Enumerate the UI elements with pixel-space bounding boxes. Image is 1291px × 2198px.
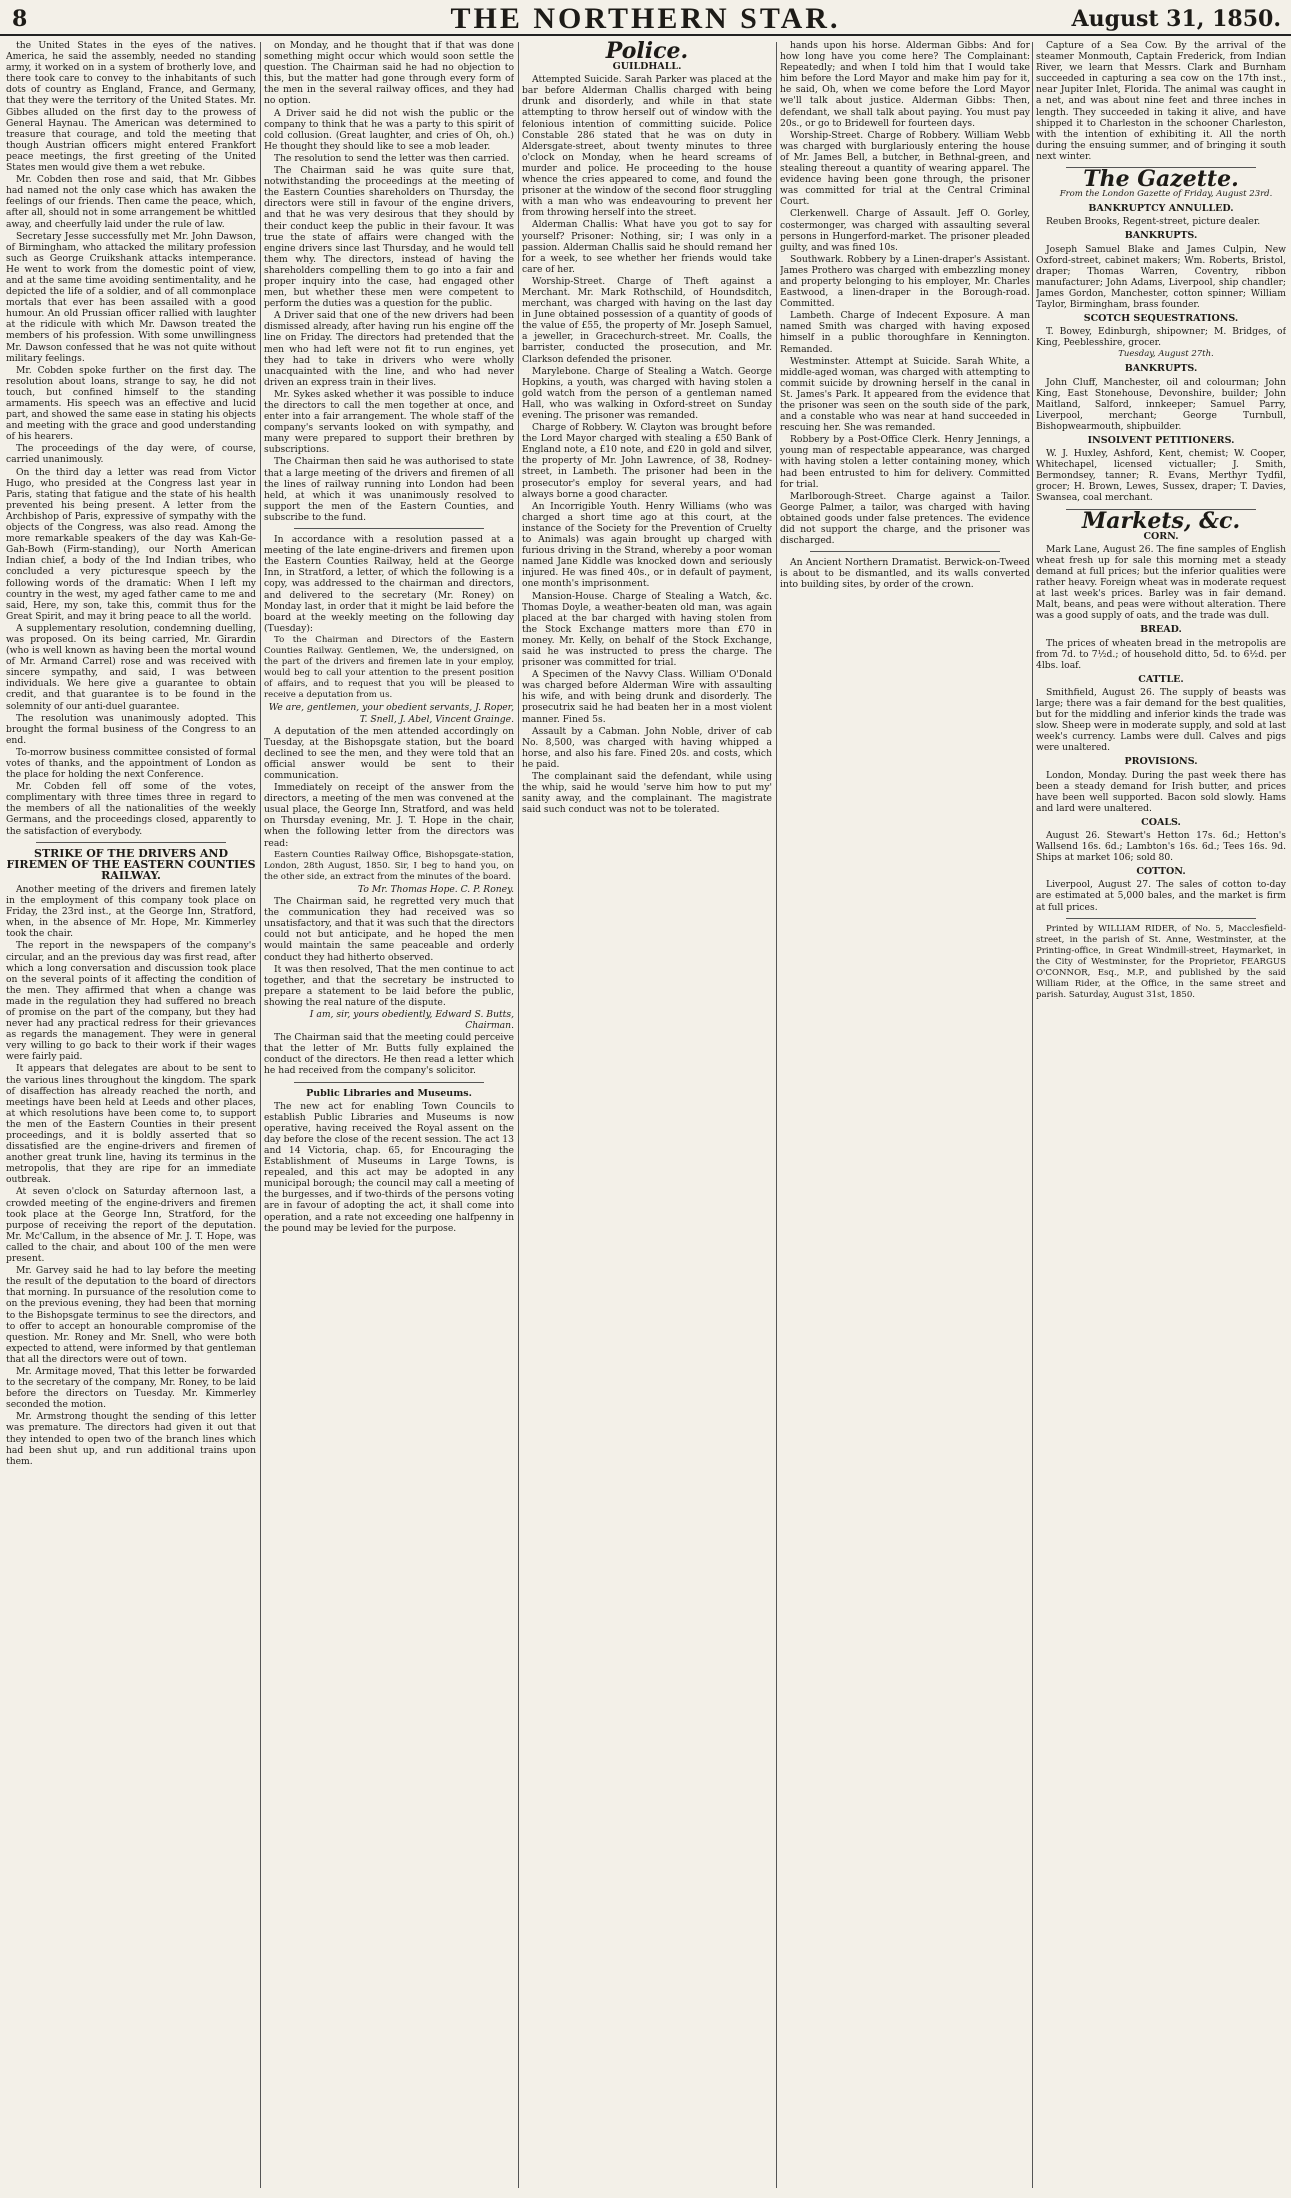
article-paragraph: A Specimen of the Navvy Class. William O'Donald was charged before Alderman Wire with assaulting his wife, and with being drunk and disorderly. The prosecutrix said he had beaten her in a most violent manner. Fined 5s. xyxy=(522,669,772,725)
article-paragraph: The resolution was unanimously adopted. This brought the formal business of the Congress to an end. xyxy=(6,712,256,746)
article-paragraph: Assault by a Cabman. John Noble, driver of cab No. 8,500, was charged with having whipped a horse, and also his fare. Fined 20s. and costs, which he paid. xyxy=(522,725,772,770)
article-paragraph: Mansion-House. Charge of Stealing a Watch, &c. Thomas Doyle, a weather-beaten old man, was again placed at the bar charged with having stolen from the Stock Exchange matters more than £70 in money. Mr. Kelly, on behalf of the Stock Exchange, said he was instructed to press the charge. The prisoner was committed for trial. xyxy=(522,590,772,669)
section-divider xyxy=(294,1082,484,1083)
subheading: PROVISIONS. xyxy=(1124,756,1198,768)
list-text: W. J. Huxley, Ashford, Kent, chemist; W. Cooper, Whitechapel, licensed victualler; J. Smith, Bermondsey, tanner; R. Evans, Merthyr Tydfil, grocer; H. Brown, Lewes, Sussex, draper; T. Davies, Swansea, coal merchant. xyxy=(1036,448,1286,504)
article-paragraph: The Chairman then said he was authorised to state that a large meeting of the drivers and firemen of all the lines of railway running into London had been held, at which it was unanimously resolved to support the men of the Eastern Counties, and subscribe to the fund. xyxy=(264,456,514,523)
headline-libraries: Public Libraries and Museums. xyxy=(306,1087,472,1099)
masthead xyxy=(0,0,1291,36)
article-paragraph: the United States in the eyes of the natives. America, he said the assembly, needed no standing army, it worked on in a system of brotherly love, and there took care to convey to the inhabitants of such dots of country as England, France, and Germany, that they were the territory of the United States. Mr. Gibbes alluded on the first day to the prowess of General Haynau. The American was determined to treasure that courage, and told the meeting that though Austrian officers might entered Frankfort peace meetings, the first greeting of the United States men would give them a wet rebuke. xyxy=(6,40,256,174)
article-paragraph: Mr. Garvey said he had to lay before the meeting the result of the deputation to the board of directors that morning. In pursuance of the resolution come to on the previous evening, they had been that morning to the Bishopsgate terminus to see the directors, and to offer to accept an honourable compromise of the question. Mr. Roney and Mr. Snell, who were both expected to attend, were informed by that gentleman that all the directors were out of town. xyxy=(6,1265,256,1365)
article-paragraph: The complainant said the defendant, while using the whip, said he would 'serve him how to put my' sanity away, and the complainant. The magistrate said such conduct was not to be tolerated. xyxy=(522,771,772,816)
article-paragraph: Immediately on receipt of the answer from the directors, a meeting of the men was convened at the usual place, the George Inn, Stratford, and was held on Thursday evening, Mr. J. T. Hope in the chair, when the following letter from the directors was read: xyxy=(264,782,514,849)
section-divider xyxy=(810,551,1000,552)
gazette-source: From the London Gazette of Friday, August 23rd. xyxy=(1059,189,1273,200)
market-report: Liverpool, August 27. The sales of cotton to-day are estimated at 5,000 bales, and the market is firm at full prices. xyxy=(1036,879,1286,913)
letter-signature: To Mr. Thomas Hope. C. P. Roney. xyxy=(358,883,514,895)
court-name: GUILDHALL. xyxy=(612,61,682,73)
market-report: The prices of wheaten bread in the metropolis are from 7d. to 7½d.; of household ditto, 5d. to 6½d. per 4lbs. loaf. xyxy=(1036,637,1286,671)
column-4 xyxy=(780,40,1030,2190)
article-paragraph: An Ancient Northern Dramatist. Berwick-on-Tweed is about to be dismantled, and its walls converted into building sites, by order of the crown. xyxy=(780,557,1030,591)
letter-text: To the Chairman and Directors of the Eastern Counties Railway. Gentlemen, We, the undersigned, on the part of the drivers and firemen late in your employ, would beg to call your attention to the present position of affairs, and to request that you will be pleased to receive a deputation from us. xyxy=(264,634,514,701)
article-paragraph: Marlborough-Street. Charge against a Tailor. George Palmer, a tailor, was charged with having obtained goods under false pretences. The evidence did not support the charge, and the prisoner was discharged. xyxy=(780,490,1030,547)
subheading: INSOLVENT PETITIONERS. xyxy=(1087,435,1235,446)
article-paragraph: Westminster. Attempt at Suicide. Sarah White, a middle-aged woman, was charged with attempting to commit suicide by drowning herself in the canal in St. James's Park. It appeared from the evidence that the prisoner was seen on the south side of the park, and a constable who was near at hand succeeded in rescuing her. She was remanded. xyxy=(780,355,1030,434)
headline-strike: STRIKE OF THE DRIVERS AND FIREMEN OF THE EASTERN COUNTIES RAILWAY. xyxy=(6,846,256,882)
section-divider xyxy=(36,842,226,843)
column-2 xyxy=(264,40,514,2190)
article-paragraph: In accordance with a resolution passed at a meeting of the late engine-drivers and firemen upon the Eastern Counties Railway, held at the George Inn, in Stratford, a letter, of which the following is a copy, was addressed to the chairman and directors, and delivered to the secretary (Mr. Roney) on Monday last, in order that it might be laid before the board at the weekly meeting on the following day (Tuesday): xyxy=(264,534,514,634)
article-paragraph: An Incorrigible Youth. Henry Williams (who was charged a short time ago at this court, at the instance of the Society for the Prevention of Cruelty to Animals) was again brought up charged with furious driving in the Strand, whereby a poor woman named Jane Kiddle was knocked down and seriously injured. He was fined 40s., or in default of payment, one month's imprisonment. xyxy=(522,500,772,590)
subheading: CATTLE. xyxy=(1138,673,1184,685)
article-paragraph: Worship-Street. Charge of Theft against a Merchant. Mr. Mark Rothschild, of Houndsditch, merchant, was charged with having on the last day in June obtained possession of a quantity of goods of the value of £55, the property of Mr. Joseph Samuel, a jeweller, in Gracechurch-street. Mr. Coalls, the barrister, conducted the prosecution, and Mr. Clarkson defended the prisoner. xyxy=(522,275,772,365)
subheading: COALS. xyxy=(1141,816,1181,828)
article-paragraph: It appears that delegates are about to be sent to the various lines throughout the kingdom. The spark of disaffection has already reached the north, and meetings have been held at Leeds and other places, at which resolutions have been come to, to support the men of the Eastern Counties in their present proceedings, and it is boldly asserted that so dissatisfied are the engine-drivers and firemen of another great trunk line, having its terminus in the metropolis, that they are ripe for an immediate outbreak. xyxy=(6,1063,256,1186)
list-text: T. Bowey, Edinburgh, shipowner; M. Bridges, of King, Peeblesshire, grocer. xyxy=(1036,326,1286,349)
gazette-date: Tuesday, August 27th. xyxy=(1118,349,1214,360)
subheading: CORN. xyxy=(1143,530,1179,542)
letter-signature: I am, sir, yours obediently, Edward S. Butts, Chairman. xyxy=(309,1008,514,1032)
article-paragraph: The Chairman said, he regretted very much that the communication they had received was so unsatisfactory, and that it was such that the directors could not but anticipate, and he hoped the men would maintain the same peaceable and orderly conduct they had hitherto observed. xyxy=(264,896,514,963)
article-paragraph: It was then resolved, That the men continue to act together, and that the secretary be instructed to prepare a statement to be laid before the public, showing the real nature of the dispute. xyxy=(264,963,514,1008)
page-number: 8 xyxy=(12,6,28,32)
article-paragraph: A Driver said that one of the new drivers had been dismissed already, after having run his engine off the line on Friday. The directors had pretended that the men who had left were not fit to run engines, yet they had to take in drivers who were wholly unacquainted with the line, and who had never driven an express train in their lives. xyxy=(264,310,514,388)
article-paragraph: Charge of Robbery. W. Clayton was brought before the Lord Mayor charged with stealing a £50 Bank of England note, a £10 note, and £20 in gold and silver, the property of Mr. John Lawrence, of 38, Rodney-street, in Lambeth. The prisoner had been in the prosecutor's employ for several years, and had always borne a good character. xyxy=(522,422,772,500)
article-paragraph: Attempted Suicide. Sarah Parker was placed at the bar before Alderman Challis charged with being drunk and disorderly, and while in that state attempting to throw herself out of window with the felonious intention of committing suicide. Police Constable 286 stated that he was on duty in Aldersgate-street, about twenty minutes to three o'clock on Monday, when he heard screams of murder and police. He proceeding to the house whence the cries appeared to come, and found the prisoner at the window of the second floor struggling with a man who was endeavouring to prevent her from throwing herself into the street. xyxy=(522,74,772,219)
article-paragraph: on Monday, and he thought that if that was done something might occur which would soon settle the question. The Chairman said he had no objection to this, but the matter had gone through every form of the men in the several railway offices, and they had no option. xyxy=(264,40,514,107)
subheading: COTTON. xyxy=(1136,866,1186,878)
article-paragraph: Mr. Sykes asked whether it was possible to induce the directors to call the men together at once, and enter into a fair arrangement. The whole staff of the company's servants looked on with sympathy, and many were prepared to support their brethren by subscriptions. xyxy=(264,388,514,456)
article-paragraph: Mr. Cobden fell off some of the votes, complimentary with three times three in regard to the members of all the nationalities of the weekly Germans, and the proceedings closed, apparently to the satisfaction of everybody. xyxy=(6,781,256,837)
article-paragraph: Mr. Cobden spoke further on the first day. The resolution about loans, strange to say, he did not touch, but confined himself to the standing armaments. His speech was an effective and lucid part, and showed the same ease in stating his objects and meeting with the grace and good understanding of his hearers. xyxy=(6,364,256,443)
column-1 xyxy=(6,40,256,2190)
article-paragraph: Mr. Armstrong thought the sending of this letter was premature. The directors had given it out that they intended to open two of the branch lines which had been shut up, and run additional trains upon them. xyxy=(6,1411,256,1467)
article-paragraph: Secretary Jesse successfully met Mr. John Dawson, of Birmingham, who attacked the military profession such as George Cruikshank attacks intemperance. He went to work from the domestic point of view, and at the same time avoiding sentimentality, and he depicted the life of a soldier, and of all commonplace mortals that ever has been assailed with a good humour. An old Prussian officer rallied with laughter at the ridicule with which Mr. Dawson treated the members of his profession. With some unwillingness Mr. Dawson confessed that he was not quite without military feelings. xyxy=(6,230,256,364)
article-paragraph: The Chairman said he was quite sure that, notwithstanding the proceedings at the meeting of the Eastern Counties shareholders on Thursday, the directors were still in favour of the engine drivers, and that he was very desirous that they should by their conduct keep the public in their favour. It was true the state of affairs were changed with the engine drivers since last Thursday, and he would tell them why. The directors, instead of having the shareholders compelling them to go into a fair and proper inquiry into the case, had engaged other men, but whether these men were competent to perform the duties was a question for the public. xyxy=(264,165,514,310)
article-paragraph: Another meeting of the drivers and firemen lately in the employment of this company took place on Friday, the 23rd inst., at the George Inn, Stratford, when, in the absence of Mr. Hope, Mr. Kimmerley took the chair. xyxy=(6,883,256,940)
letter-signature: We are, gentlemen, your obedient servants, J. Roper, T. Snell, J. Abel, Vincent Grainge. xyxy=(268,702,514,725)
printer-imprint: Printed by WILLIAM RIDER, of No. 5, Macclesfield-street, in the parish of St. Anne, Westminster, at the Printing-office, in Great Windmill-street, Haymarket, in the City of Westminster, for the Proprietor, FEARGUS O'CONNOR, Esq., M.P., and published by the said William Rider, at the Office, in the same street and parish. Saturday, August 31st, 1850. xyxy=(1036,923,1286,1001)
section-divider xyxy=(294,528,484,529)
article-paragraph: Worship-Street. Charge of Robbery. William Webb was charged with burglariously entering the house of Mr. James Bell, a butcher, in Bethnal-green, and stealing thereout a quantity of wearing apparel. The evidence having been gone through, the prisoner was committed for trial at the Central Criminal Court. xyxy=(780,129,1030,208)
article-paragraph: Southwark. Robbery by a Linen-draper's Assistant. James Prothero was charged with embezzling money and property belonging to his employer, Mr. Charles Eastwood, a linen-draper in the Borough-road. Committed. xyxy=(780,253,1030,310)
article-paragraph: The resolution to send the letter was then carried. xyxy=(274,152,510,164)
article-paragraph: At seven o'clock on Saturday afternoon last, a crowded meeting of the engine-drivers and firemen took place at the George Inn, Stratford, for the purpose of receiving the report of the deputation. Mr. Mc'Callum, in the absence of Mr. J. T. Hope, was called to the chair, and about 100 of the men were present. xyxy=(6,1186,256,1265)
article-paragraph: Clerkenwell. Charge of Assault. Jeff O. Gorley, costermonger, was charged with assaulting several persons in Hungerford-market. The prisoner pleaded guilty, and was fined 10s. xyxy=(780,208,1030,253)
section-title-police: Police. xyxy=(605,40,689,64)
subheading: SCOTCH SEQUESTRATIONS. xyxy=(1083,313,1239,325)
article-paragraph: A deputation of the men attended accordingly on Tuesday, at the Bishopsgate station, but the board declined to see the men, and they were told that an official answer would be sent to their communication. xyxy=(264,725,514,781)
article-paragraph: To-morrow business committee consisted of formal votes of thanks, and the appointment of London as the place for holding the next Conference. xyxy=(6,746,256,781)
section-title-markets: Markets, &c. xyxy=(1081,507,1241,534)
list-text: John Cluff, Manchester, oil and colourman; John King, East Stonehouse, Devonshire, builder; John Maitland, Salford, innkeeper; Samuel Parry, Liverpool, merchant; George Turnbull, Bishopwearmouth, shipbuilder. xyxy=(1036,376,1286,432)
section-divider xyxy=(1066,918,1256,919)
issue-date: August 31, 1850. xyxy=(1071,6,1281,32)
list-text: Reuben Brooks, Regent-street, picture dealer. xyxy=(1046,216,1261,228)
subheading: BREAD. xyxy=(1140,624,1182,636)
article-paragraph: Capture of a Sea Cow. By the arrival of the steamer Monmouth, Captain Frederick, from Indian River, we learn that Messrs. Clark and Burnham succeeded in capturing a sea cow on the 17th inst., near Jupiter Inlet, Florida. The animal was caught in a net, and was about nine feet and three inches in length. They succeeded in taking it alive, and have shipped it to Charleston in the schooner Charleston, with the intention of exhibiting it. All the north during the ensuing summer, and of bringing it south next winter. xyxy=(1036,40,1286,162)
article-paragraph: The Chairman said that the meeting could perceive that the letter of Mr. Butts fully explained the conduct of the directors. He then read a letter which he had received from the company's solicitor. xyxy=(264,1032,514,1077)
column-5 xyxy=(1036,40,1286,2190)
article-paragraph: The new act for enabling Town Councils to establish Public Libraries and Museums is now operative, having received the Royal assent on the day before the close of the recent session. The act 13 and 14 Victoria, chap. 65, for Encouraging the Establishment of Museums in Large Towns, is repealed, and this act may be adopted in any municipal borough; the council may call a meeting of the burgesses, and if two-thirds of the persons voting are in favour of adopting the act, it shall come into operation, and a rate not exceeding one halfpenny in the pound may be levied for the purpose. xyxy=(264,1100,514,1234)
market-report: August 26. Stewart's Hetton 17s. 6d.; Hetton's Wallsend 16s. 6d.; Lambton's 16s. 6d.; Tees 16s. 9d. Ships at market 106; sold 80. xyxy=(1036,830,1286,864)
article-paragraph: The report in the newspapers of the company's circular, and an the previous day was first read, after which a long conversation and discussion took place on the several points of it affecting the condition of the men. They affirmed that when a change was made in the regulation they had suffered no breach of promise on the part of the company, but they had never had any practical redress for their grievances as regards the management. They were in general very willing to go back to their work if their wages were fairly paid. xyxy=(6,940,256,1063)
subheading: BANKRUPTS. xyxy=(1124,363,1198,375)
letter-text: Eastern Counties Railway Office, Bishopsgate-station, London, 28th August, 1850. Sir, I beg to hand you, on the other side, an extract from the minutes of the board. xyxy=(264,849,514,882)
article-paragraph: Marylebone. Charge of Stealing a Watch. George Hopkins, a youth, was charged with having stolen a gold watch from the person of a gentleman named Hall, who was walking in Oxford-street on Sunday evening. The prisoner was remanded. xyxy=(522,365,772,421)
article-paragraph: Robbery by a Post-Office Clerk. Henry Jennings, a young man of respectable appearance, was charged with having stolen a letter containing money, which had been entrusted to him for delivery. Committed for trial. xyxy=(780,434,1030,490)
market-report: Smithfield, August 26. The supply of beasts was large; there was a fair demand for the best qualities, but for the middling and inferior kinds the trade was slow. Sheep were in moderate supply, and sold at last week's currency. Lambs were dull. Calves and pigs were unaltered. xyxy=(1036,686,1286,754)
market-report: Mark Lane, August 26. The fine samples of English wheat fresh up for sale this morning met a steady demand at full prices; but the inferior qualities were rather heavy. Foreign wheat was in moderate request at last week's prices. Barley was in fair demand. Malt, beans, and peas were without alteration. There was a good supply of oats, and the trade was dull. xyxy=(1036,543,1286,622)
columns xyxy=(0,40,1291,2190)
article-paragraph: Mr. Armitage moved, That this letter be forwarded to the secretary of the company, Mr. Roney, to be laid before the directors on Tuesday. Mr. Kimmerley seconded the motion. xyxy=(6,1365,256,1411)
article-paragraph: A supplementary resolution, condemning duelling, was proposed. On its being carried, Mr. Girardin (who is well known as having been the mortal wound of Mr. Armand Carrel) rose and was received with sincere sympathy, and said, I was between individuals. We here give a guarantee to obtain credit, and that guarantee is to be found in the solemnity of our anti-duel guarantee. xyxy=(6,622,256,712)
subheading: BANKRUPTS. xyxy=(1124,230,1198,242)
article-paragraph: Alderman Challis: What have you got to say for yourself? Prisoner: Nothing, sir; I was only in a passion. Alderman Challis said he should remand her for a week, to see whether her friends would take care of her. xyxy=(522,219,772,275)
list-text: Joseph Samuel Blake and James Culpin, New Oxford-street, cabinet makers; Wm. Roberts, Bristol, draper; Thomas Warren, Coventry, ribbon manufacturer; John Adams, Liverpool, ship chandler; James Gordon, Manchester, cotton spinner; William Taylor, Birmingham, brass founder. xyxy=(1036,243,1286,310)
market-report: London, Monday. During the past week there has been a steady demand for Irish butter, and prices have been well supported. Bacon sold slowly. Hams and lard were unaltered. xyxy=(1036,769,1286,814)
article-paragraph: Lambeth. Charge of Indecent Exposure. A man named Smith was charged with having exposed himself in a public thoroughfare in Kennington. Remanded. xyxy=(780,310,1030,355)
article-paragraph: A Driver said he did not wish the public or the company to think that he was a party to this spirit of cold collusion. (Great laughter, and cries of Oh, oh.) He thought they should like to see a mob leader. xyxy=(264,107,514,152)
article-paragraph: On the third day a letter was read from Victor Hugo, who presided at the Congress last year in Paris, stating that fatigue and the state of his health prevented his being present. A letter from the Archbishop of Paris, expressive of sympathy with the objects of the Congress, was also read. Among the more remarkable speakers of the day was Kah-Ge-Gah-Bowh (Firm-standing), our North American Indian chief, a body of the Ind Indian tribes, who concluded a very picturesque speech by the following words of the dramatic: When I left my country in the west, my aged father came to me and said, Here, my son, take this, commit thus for the Great Spirit, and may it bring peace to all the world. xyxy=(6,466,256,622)
section-title-gazette: The Gazette. xyxy=(1083,166,1239,193)
column-3 xyxy=(522,40,772,2190)
newspaper-title: THE NORTHERN STAR. xyxy=(450,2,841,35)
article-paragraph: Mr. Cobden then rose and said, that Mr. Gibbes had named not the only case which has awaken the feelings of our friends. Then came the peace, which, after all, should not in some arrangement be whittled away, and cheerfully laid under the rule of law. xyxy=(6,174,256,230)
subheading: BANKRUPTCY ANNULLED. xyxy=(1088,203,1234,215)
article-paragraph: hands upon his horse. Alderman Gibbs: And for how long have you come here? The Complainant: Repeatedly; and when I told him that I would take him before the Lord Mayor and make him pay for it, he said, Oh, when we come before the Lord Mayor we'll talk about justice. Alderman Gibbs: Then, defendant, we shall talk about paying. You must pay 20s., or go to Bridewell for fourteen days. xyxy=(780,40,1030,129)
article-paragraph: The proceedings of the day were, of course, carried unanimously. xyxy=(6,443,256,466)
